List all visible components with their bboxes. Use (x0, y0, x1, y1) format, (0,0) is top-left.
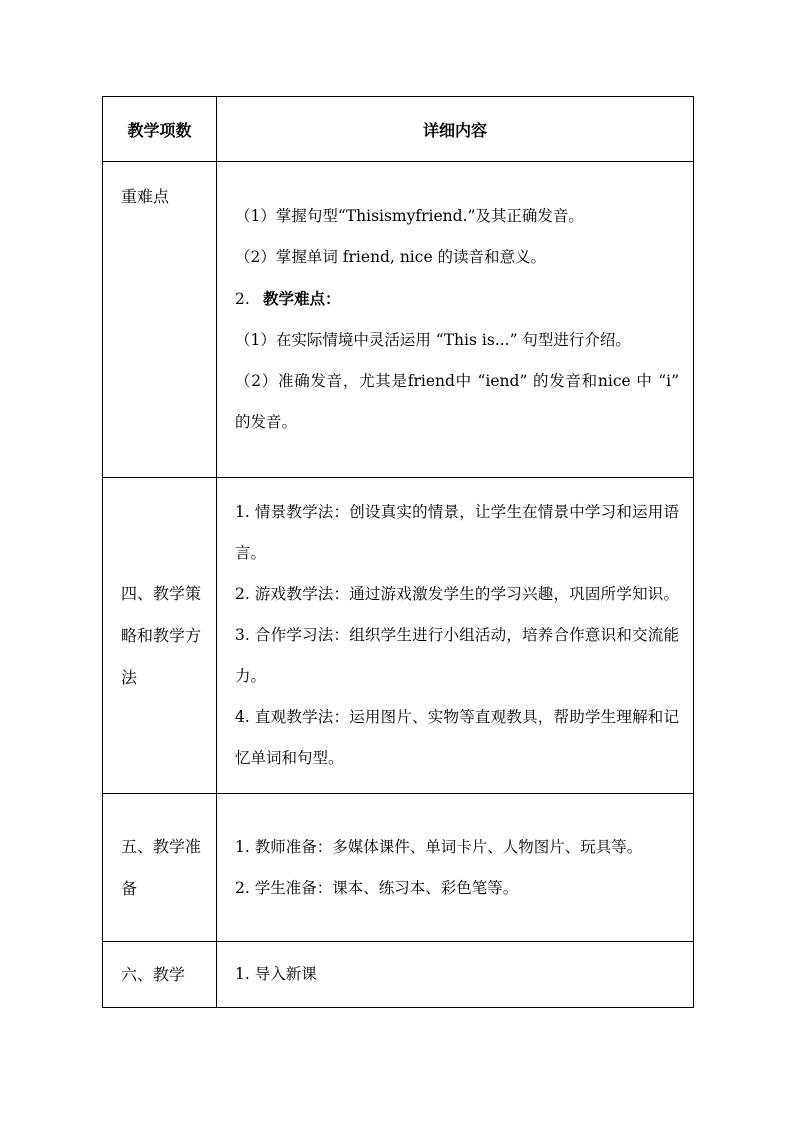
table-row (103, 162, 694, 478)
subheading-number: 2. (235, 290, 250, 308)
paragraph: 1. 情景教学法：创设真实的情景，让学生在情景中学习和运用语言。 (235, 503, 679, 562)
row-content-preparation (217, 794, 694, 942)
row-content-key-points (217, 162, 694, 478)
table-header-row (103, 97, 694, 162)
paragraph: 2. 学生准备：课本、练习本、彩色笔等。 (235, 878, 519, 897)
row-label-key-points: 重难点 (103, 162, 217, 478)
table-row (103, 478, 694, 794)
paragraph: 1. 导入新课 (235, 965, 317, 983)
subheading-text: 教学难点： (263, 289, 341, 308)
lesson-plan-table (102, 96, 694, 1008)
paragraph: （1）掌握句型“Thisismyfriend.”及其正确发音。 (235, 207, 584, 225)
paragraph: 4. 直观教学法：运用图片、实物等直观教具，帮助学生理解和记忆单词和句型。 (235, 708, 679, 767)
header-content-column: 详细内容 (217, 97, 694, 162)
paragraph: 2. 游戏教学法：通过游戏激发学生的学习兴趣，巩固所学知识。3. 合作学习法：组织学生进行小组活动，培养合作意识和交流能力。 (235, 585, 679, 685)
paragraph: （2）准确发音，尤其是friend中 “iend” 的发音和nice 中 “i” 的发音。 (235, 372, 679, 431)
paragraph: （2）掌握单词 friend, nice 的读音和意义。 (235, 248, 547, 266)
table-row (103, 942, 694, 1008)
paragraph: 1. 教师准备：多媒体课件、单词卡片、人物图片、玩具等。 (235, 837, 643, 856)
paragraph: （1）在实际情境中灵活运用 “This is...” 句型进行介绍。 (235, 331, 631, 349)
row-content-process (217, 942, 694, 1008)
row-label-preparation: 五、教学准备 (103, 794, 217, 942)
row-label-strategies: 四、教学策略和教学方法 (103, 478, 217, 794)
subheading (235, 278, 679, 320)
row-label-process: 六、教学 (103, 942, 217, 1008)
row-content-strategies (217, 478, 694, 794)
header-item-column: 教学项数 (103, 97, 217, 162)
table-row (103, 794, 694, 942)
